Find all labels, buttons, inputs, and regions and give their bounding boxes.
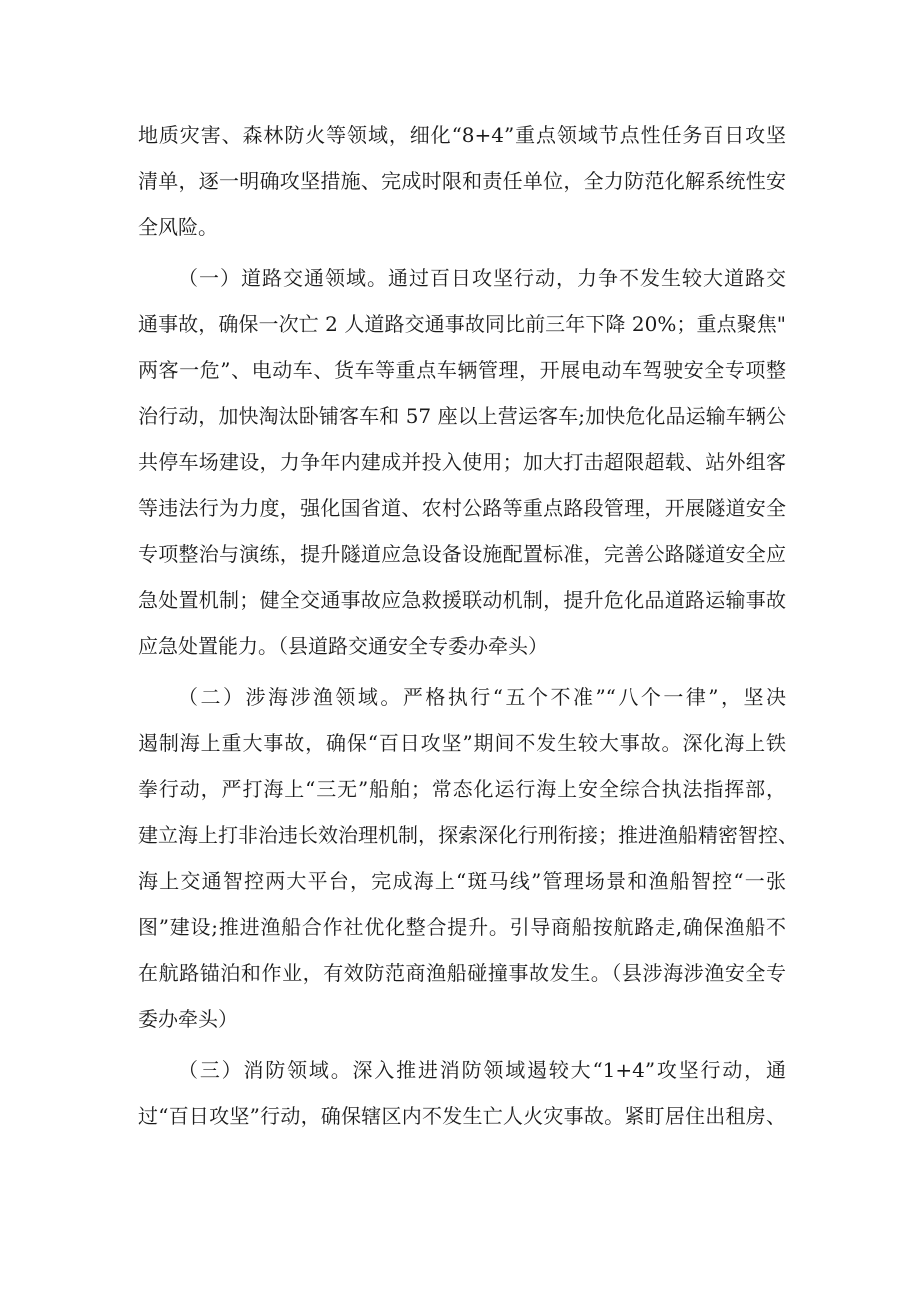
text-line: 拳行动，严打海上“三无”船舶；常态化运行海上安全综合执法指挥部， (138, 777, 786, 801)
paragraph-road-traffic (138, 255, 786, 669)
text-line: 通事故，确保一次亡 2 人道路交通事故同比前三年下降 20%；重点聚焦" (138, 312, 786, 336)
text-line: 两客一危”、电动车、货车等重点车辆管理，开展电动车驾驶安全专项整 (138, 358, 786, 382)
text-line: 等违法行为力度，强化国省道、农村公路等重点路段管理，开展隧道安全 (138, 496, 786, 520)
text-line: 共停车场建设，力争年内建成并投入使用；加大打击超限超载、站外组客 (138, 450, 786, 474)
paragraph-sea-fishery (138, 674, 798, 1042)
text-line: 专项整治与演练，提升隧道应急设备设施配置标准，完善公路隧道安全应 (138, 542, 786, 566)
text-line: 清单，逐一明确攻坚措施、完成时限和责任单位，全力防范化解系统性安 (138, 169, 786, 193)
section-heading-line: （一）道路交通领域。通过百日攻坚行动，力争不发生较大道路交 (178, 266, 786, 290)
text-line: 全风险。 (138, 215, 218, 239)
document-body (138, 112, 798, 1139)
paragraph-fire (138, 1047, 786, 1139)
text-line: 遏制海上重大事故，确保“百日攻坚”期间不发生较大事故。深化海上铁 (138, 731, 786, 755)
paragraph-intro (138, 112, 786, 250)
text-line: 地质灾害、森林防火等领域，细化“8+4”重点领域节点性任务百日攻坚 (138, 123, 786, 147)
text-line: 海上交通智控两大平台，完成海上“斑马线”管理场景和渔船智控“一张 (138, 869, 786, 893)
text-line: 应急处置能力。（县道路交通安全专委办牵头） (138, 634, 548, 658)
text-line: 委办牵头） (138, 1007, 238, 1031)
text-line: 过“百日攻坚”行动，确保辖区内不发生亡人火灾事故。紧盯居住出租房、 (138, 1104, 786, 1128)
text-line: 急处置机制；健全交通事故应急救援联动机制，提升危化品道路运输事故 (138, 588, 786, 612)
section-heading-line: （三）消防领域。深入推进消防领域遏较大“1+4”攻坚行动，通 (178, 1058, 786, 1082)
text-line: 在航路锚泊和作业，有效防范商渔船碰撞事故发生。（县涉海涉渔安全专 (138, 961, 786, 985)
text-line: 建立海上打非治违长效治理机制，探索深化行刑衔接；推进渔船精密智控、 (138, 823, 798, 847)
section-heading-line: （二）涉海涉渔领域。严格执行“五个不准”“八个一律”，坚决 (178, 685, 786, 709)
text-line: 图”建设;推进渔船合作社优化整合提升。引导商船按航路走,确保渔船不 (138, 915, 786, 939)
text-line: 治行动，加快淘汰卧铺客车和 57 座以上营运客车;加快危化品运输车辆公 (138, 404, 786, 428)
